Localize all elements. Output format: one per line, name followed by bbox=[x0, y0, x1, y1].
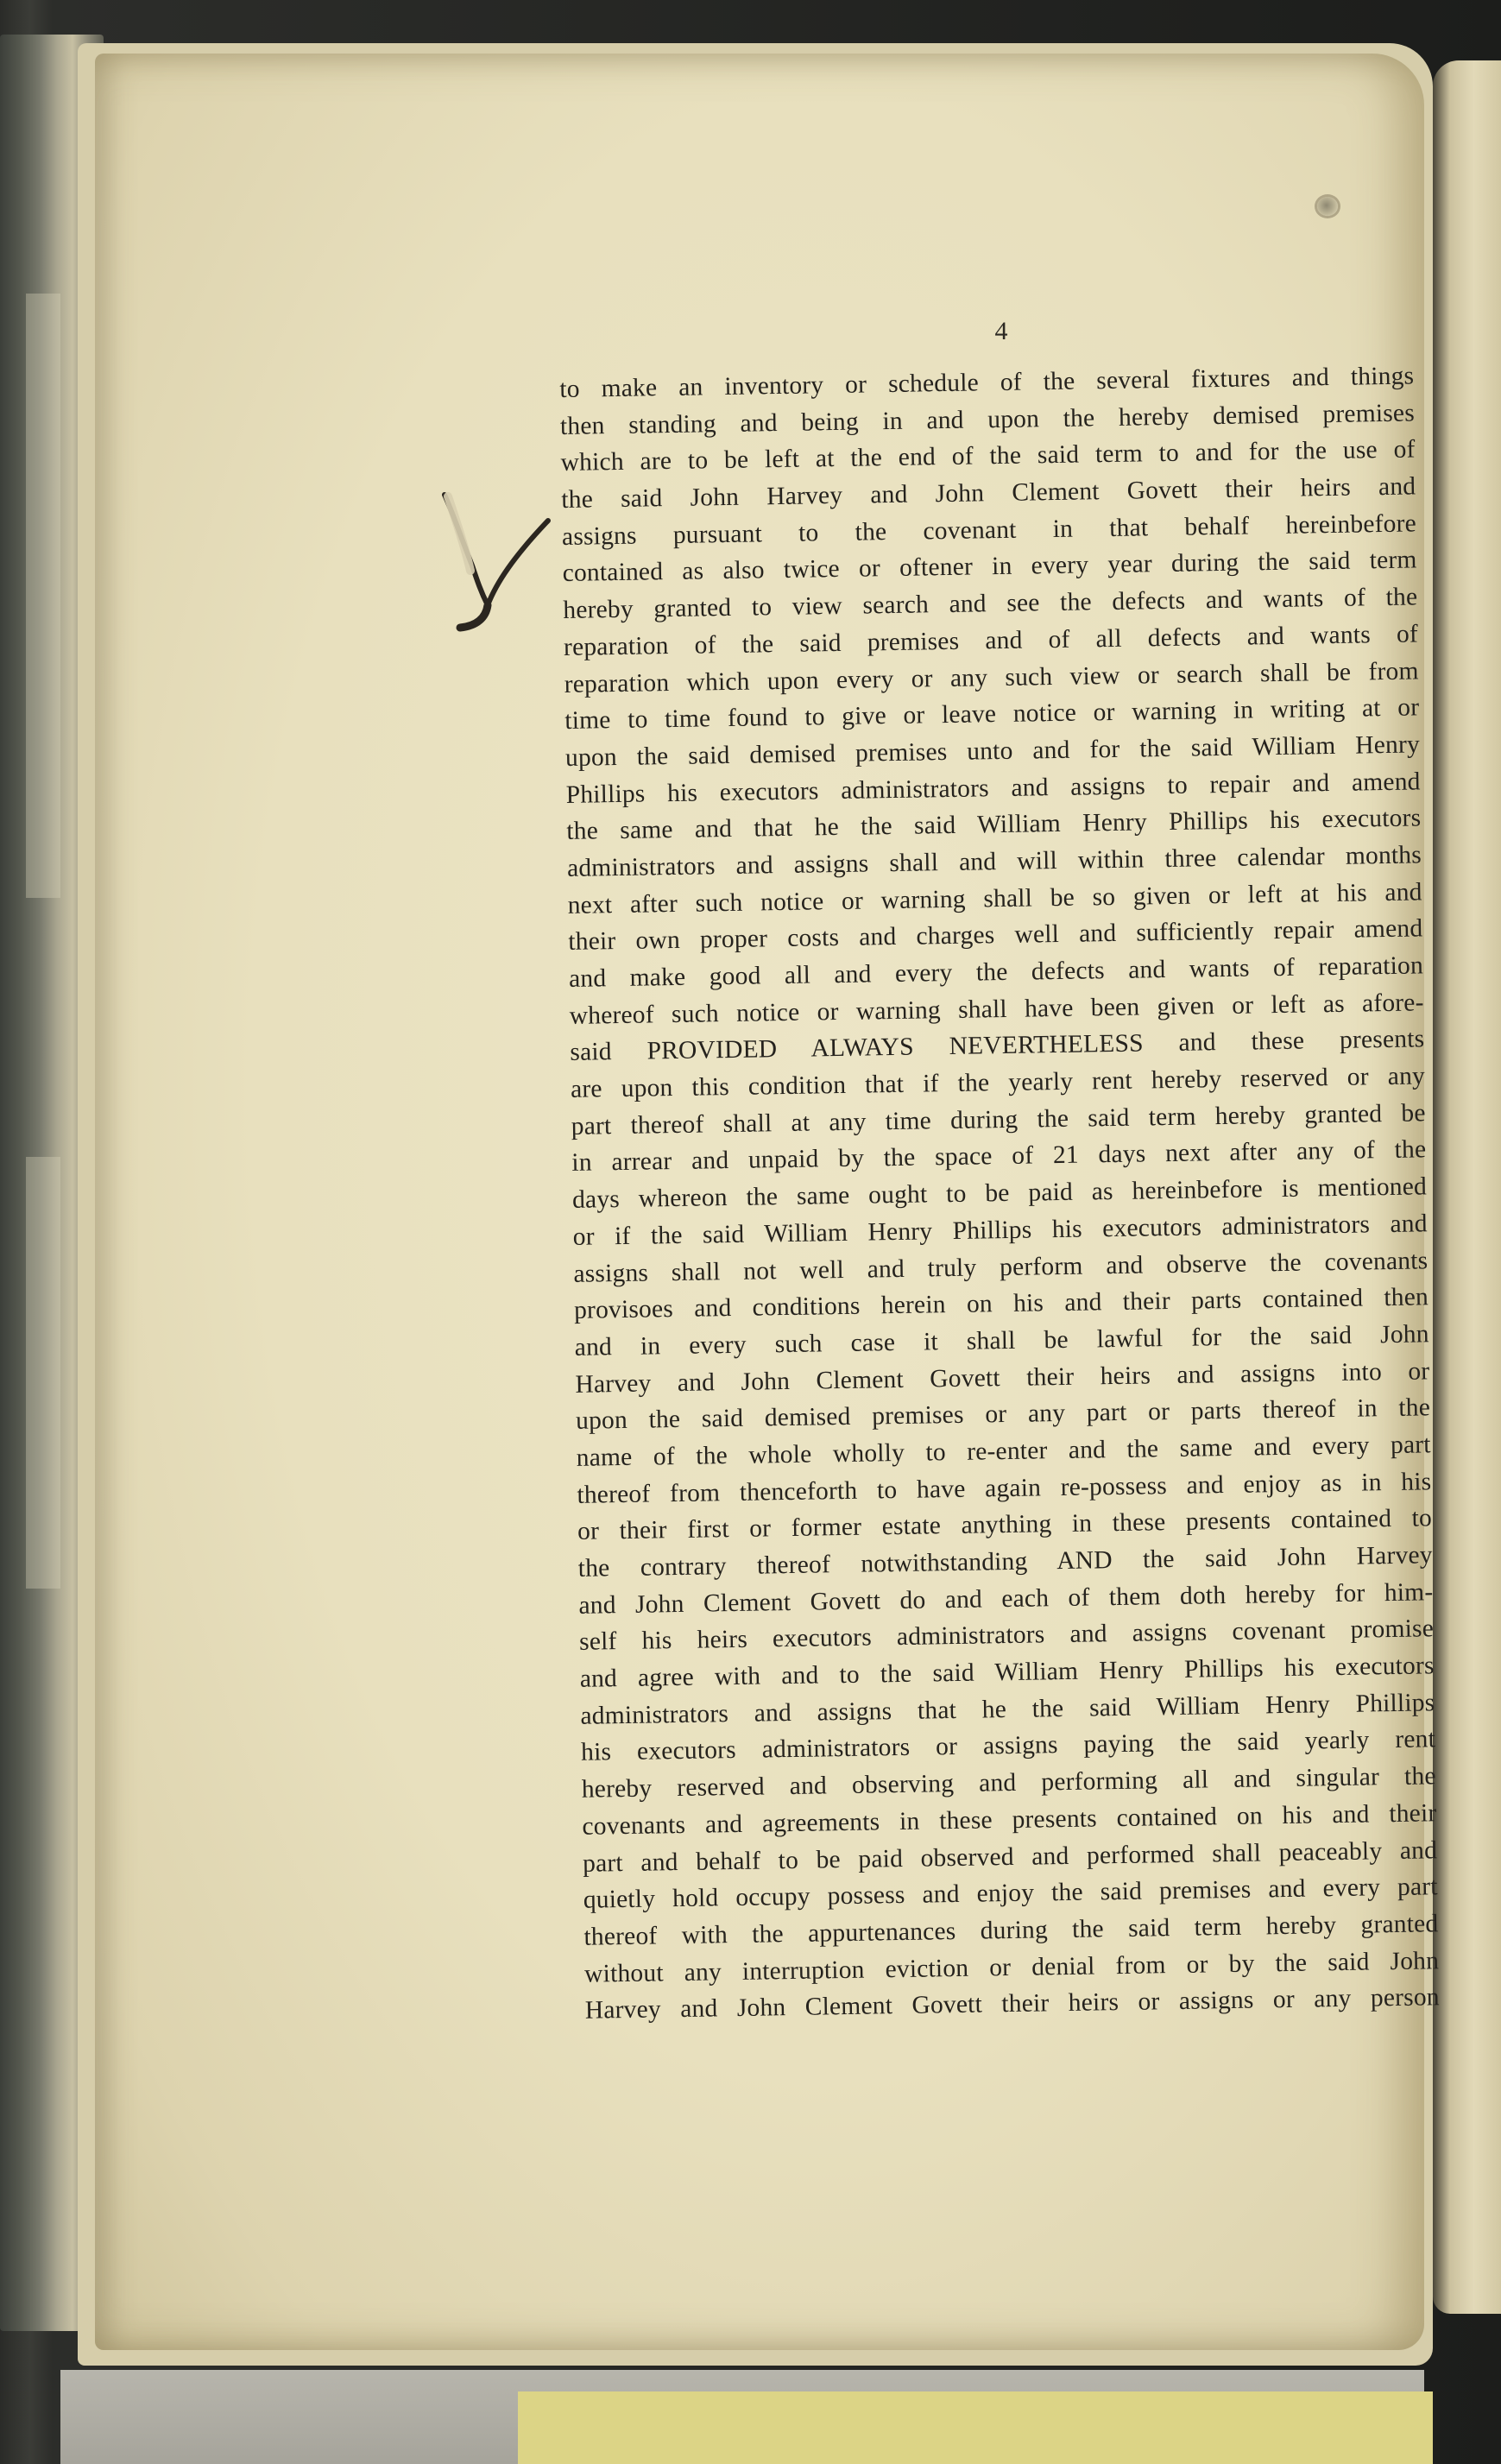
text-line: quietly hold occupy possess and enjoy the said premises and every part bbox=[583, 1873, 1438, 1914]
text-line: hereby granted to view search and see the defects and wants of the bbox=[563, 583, 1418, 625]
text-line: administrators and assigns that he the said William Henry Phillips bbox=[580, 1689, 1435, 1730]
next-page-edge bbox=[1433, 60, 1501, 2314]
text-line: reparation of the said premises and of all defects and wants of bbox=[563, 620, 1419, 661]
text-line: time to time found to give or leave notice or warning in writing at or bbox=[564, 693, 1420, 736]
text-line: whereof such notice or warning shall have been given or left as afore- bbox=[569, 989, 1424, 1030]
body-text bbox=[559, 357, 1440, 2029]
text-line: Harvey and John Clement Govett their heirs and assigns into or bbox=[575, 1356, 1430, 1399]
text-line: hereby reserved and observing and performing all and singular the bbox=[581, 1762, 1436, 1804]
text-line: in arrear and unpaid by the space of 21 days next after any of the bbox=[571, 1135, 1427, 1178]
text-line: thereof with the appurtenances during the said term hereby granted bbox=[583, 1910, 1439, 1951]
text-line: thereof from thenceforth to have again re-possess and enjoy as in his bbox=[577, 1467, 1432, 1509]
text-line: and agree with and to the said William Henry Phillips his executors bbox=[579, 1652, 1435, 1693]
text-line: and make good all and every the defects and wants of reparation bbox=[568, 951, 1424, 993]
text-line: the contrary thereof notwithstanding AND the said John Harvey bbox=[577, 1541, 1433, 1583]
text-line: self his heirs executors administrators and assigns covenant promise bbox=[578, 1614, 1435, 1657]
text-line: contained as also twice or oftener in every year during the said term bbox=[562, 546, 1417, 588]
text-line: part thereof shall at any time during the said term hereby granted be bbox=[571, 1099, 1426, 1140]
text-line: assigns shall not well and truly perform and observe the covenants bbox=[573, 1246, 1428, 1288]
text-line: or their first or former estate anything in these presents contained to bbox=[577, 1504, 1433, 1546]
binding-strip bbox=[26, 294, 60, 898]
text-line: then standing and being in and upon the hereby demised premises bbox=[559, 399, 1416, 440]
text-line: reparation which upon every or any such view or search shall be from bbox=[564, 656, 1419, 698]
text-line: the same and that he the said William Henry Phillips his executors bbox=[566, 804, 1422, 846]
text-line: days whereon the same ought to be paid as hereinbefore is mentioned bbox=[571, 1172, 1428, 1215]
text-line: provisoes and conditions herein on his and their parts contained then bbox=[573, 1283, 1429, 1325]
text-line: assigns pursuant to the covenant in that behalf hereinbefore bbox=[561, 509, 1417, 551]
text-line: name of the whole wholly to re-enter and the same and every part bbox=[576, 1431, 1431, 1472]
text-line: next after such notice or warning shall be so given or left at his and bbox=[567, 878, 1422, 919]
text-line: covenants and agreements in these presents contained on his and their bbox=[582, 1799, 1437, 1841]
page-number: 4 bbox=[994, 317, 1008, 345]
tick-mark-icon bbox=[436, 488, 557, 643]
yellow-tab bbox=[518, 2391, 1433, 2464]
text-line: to make an inventory or schedule of the several fixtures and things bbox=[559, 362, 1415, 403]
text-line: the said John Harvey and John Clement Govett their heirs and bbox=[561, 472, 1416, 515]
text-line: part and behalf to be paid observed and performed shall peaceably and bbox=[582, 1835, 1438, 1878]
text-line: Phillips his executors administrators and assigns to repair and amend bbox=[565, 767, 1421, 809]
text-line: are upon this condition that if the yearly rent hereby reserved or any bbox=[570, 1062, 1426, 1103]
text-line: or if the said William Henry Phillips his executors administrators and bbox=[572, 1210, 1428, 1251]
text-line: which are to be left at the end of the said term to and for the use of bbox=[560, 435, 1416, 477]
text-line: his executors administrators or assigns paying the said yearly rent bbox=[580, 1725, 1436, 1767]
text-line: and John Clement Govett do and each of them doth hereby for him- bbox=[578, 1577, 1434, 1620]
binding-strip bbox=[26, 1157, 60, 1589]
text-line: upon the said demised premises unto and for the said William Henry bbox=[564, 730, 1421, 772]
text-line: their own proper costs and charges well and sufficiently repair amend bbox=[568, 914, 1423, 957]
text-line: and in every such case it shall be lawful for the said John bbox=[574, 1320, 1429, 1362]
text-line: said PROVIDED ALWAYS NEVERTHELESS and these presents bbox=[570, 1025, 1425, 1067]
text-line: without any interruption eviction or denial from or by the said John bbox=[583, 1946, 1440, 1988]
punch-hole-icon bbox=[1317, 197, 1338, 216]
text-line: upon the said demised premises or any part or parts thereof in the bbox=[575, 1393, 1431, 1436]
text-line: Harvey and John Clement Govett their heirs or assigns or any person bbox=[584, 1983, 1440, 2025]
text-line: administrators and assigns shall and will within three calendar months bbox=[566, 841, 1422, 882]
